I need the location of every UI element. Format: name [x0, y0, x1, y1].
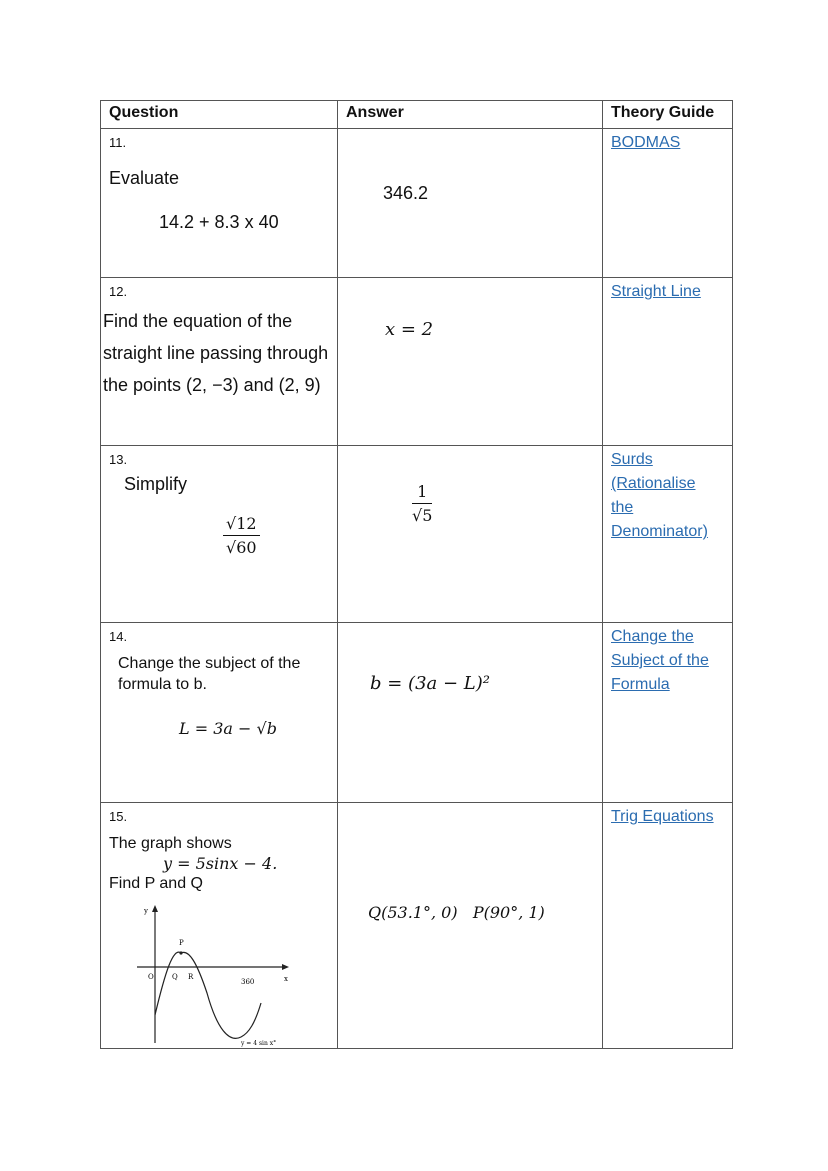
guide-link-surds[interactable]: Denominator) [611, 523, 708, 540]
answer-value: x = 2 [385, 319, 434, 340]
sine-graph [131, 903, 301, 1048]
q-label: Q [172, 973, 178, 981]
question-fraction [223, 514, 260, 557]
question-text: The graph shows [109, 835, 232, 852]
guide-cell [603, 129, 733, 278]
answer-cell [338, 129, 603, 278]
p-label: P [179, 939, 184, 947]
fraction-denominator: √60 [226, 538, 257, 557]
question-text: the points (2, −3) and (2, 9) [103, 375, 321, 395]
question-text: straight line passing through [103, 343, 329, 363]
table-row [101, 278, 733, 446]
x-axis-label: x [284, 975, 288, 983]
guide-cell [603, 623, 733, 803]
y-axis-label: y [144, 907, 148, 915]
header-row [101, 101, 733, 129]
question-text: Evaluate [109, 168, 180, 188]
point-p [179, 951, 182, 954]
guide-link-change-subject[interactable]: Formula [611, 676, 670, 693]
header-question: Question [101, 101, 338, 129]
question-cell [101, 129, 338, 278]
question-formula: y = 5sinx − 4. [163, 854, 278, 873]
question-number: 13. [109, 452, 128, 467]
answer-cell [338, 803, 603, 1049]
guide-cell [603, 446, 733, 623]
guide-link-change-subject[interactable]: Change the [611, 628, 694, 645]
x-axis-arrow [282, 964, 289, 970]
table-row [101, 129, 733, 278]
question-cell [101, 623, 338, 803]
table-row [101, 623, 733, 803]
question-text: formula to b. [118, 676, 207, 693]
answer-value: b = (3a − L)² [370, 673, 490, 694]
header-answer: Answer [338, 101, 603, 129]
fraction-numerator: 1 [412, 482, 432, 504]
question-number: 11. [109, 135, 127, 150]
question-text: Find P and Q [109, 875, 203, 892]
question-cell [101, 446, 338, 623]
answer-cell [338, 623, 603, 803]
question-table [100, 100, 733, 1049]
question-expression: 14.2 + 8.3 x 40 [159, 212, 279, 232]
question-text: Simplify [124, 474, 188, 494]
question-cell [101, 803, 338, 1049]
header-theory-guide: Theory Guide [603, 101, 733, 129]
answer-value: 346.2 [383, 183, 429, 203]
question-number: 12. [109, 284, 128, 299]
question-number: 15. [109, 809, 128, 824]
question-text: Find the equation of the [103, 311, 293, 331]
guide-link-surds[interactable]: (Rationalise [611, 475, 696, 492]
table-row [101, 803, 733, 1049]
tick-360-label: 360 [241, 978, 255, 986]
guide-link-surds[interactable]: Surds [611, 451, 653, 468]
guide-link-change-subject[interactable]: Subject of the [611, 652, 709, 669]
question-number: 14. [109, 629, 128, 644]
question-formula: L = 3a − √b [179, 719, 277, 738]
r-label: R [188, 973, 194, 981]
guide-link-straight-line[interactable]: Straight Line [611, 283, 701, 300]
guide-link-surds[interactable]: the [611, 499, 634, 516]
guide-cell [603, 278, 733, 446]
answer-cell [338, 278, 603, 446]
fraction-denominator: √5 [412, 506, 433, 525]
sine-curve [155, 952, 261, 1038]
question-text: Change the subject of the [118, 655, 301, 672]
origin-label: O [148, 973, 154, 981]
question-cell [101, 278, 338, 446]
guide-link-bodmas[interactable]: BODMAS [611, 134, 681, 151]
answer-fraction [412, 482, 432, 525]
y-axis-arrow [152, 905, 158, 912]
answer-value: Q(53.1°, 0) P(90°, 1) [368, 903, 545, 922]
curve-label: y = 4 sin x° [241, 1040, 277, 1047]
guide-cell [603, 803, 733, 1049]
answer-cell [338, 446, 603, 623]
fraction-numerator: √12 [223, 514, 260, 536]
table-row [101, 446, 733, 623]
guide-link-trig-equations[interactable]: Trig Equations [611, 808, 714, 825]
